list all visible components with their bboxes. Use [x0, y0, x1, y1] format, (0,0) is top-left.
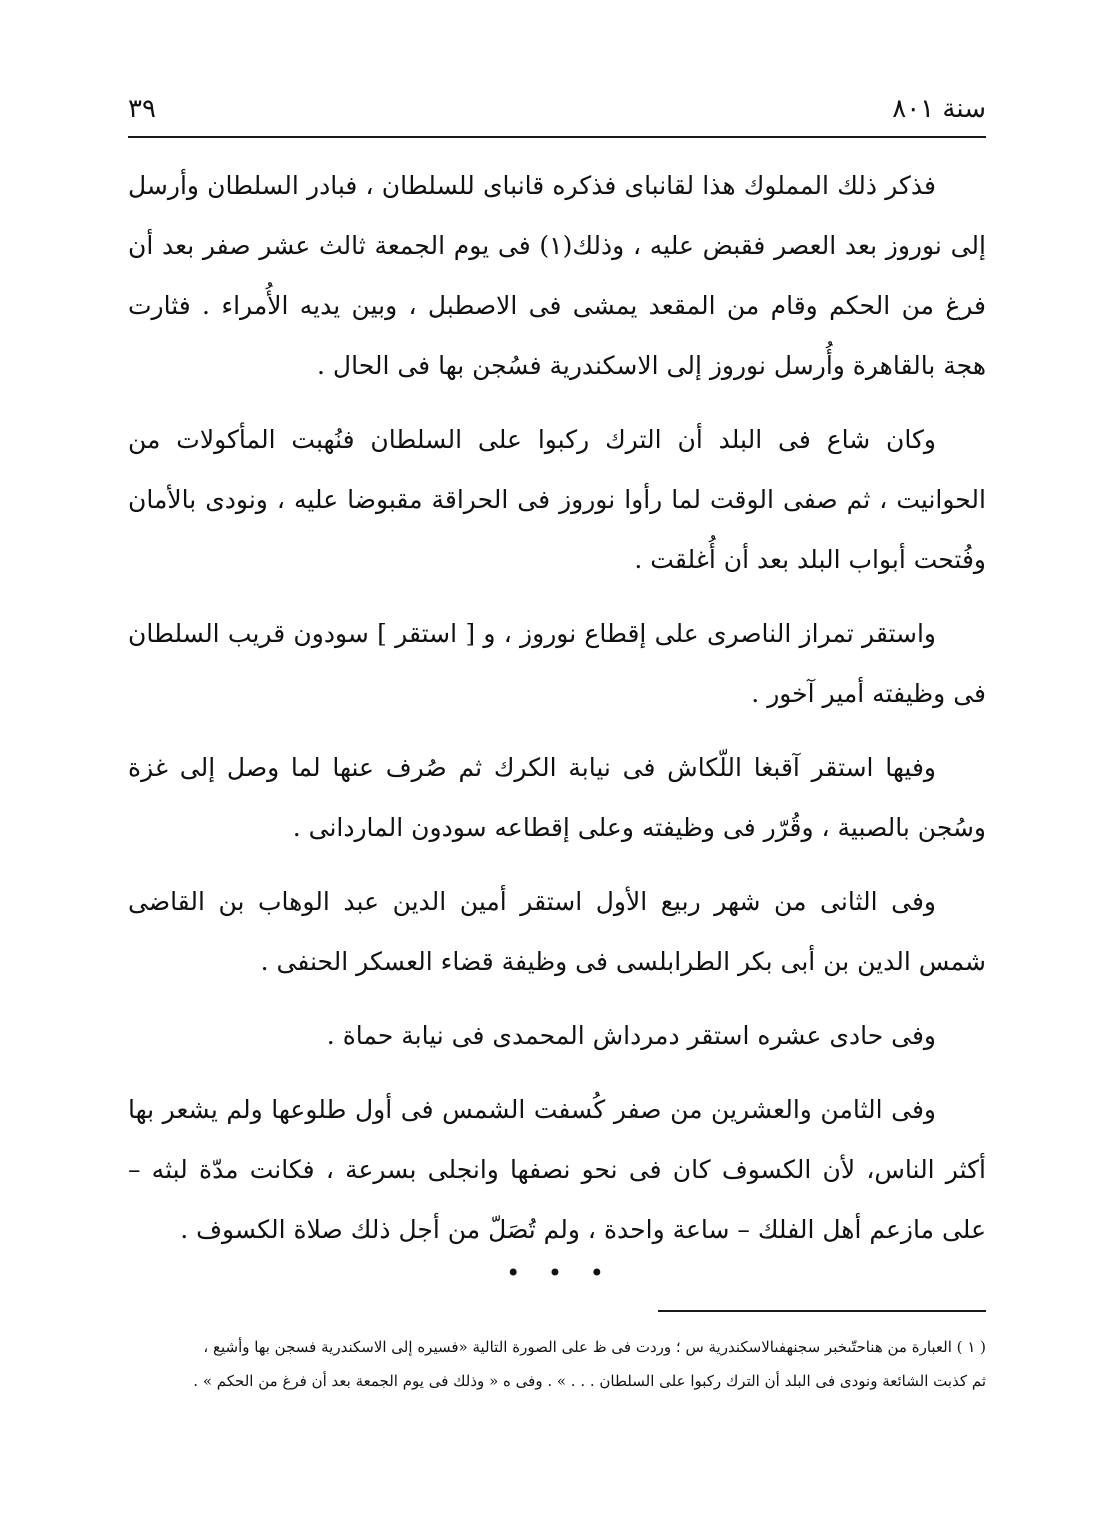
- footnote-line: ( ١ ) العبارة من هناحتّىخبر سجنهفىالاسكندرية س ؛ وردت فى ظ على الصورة التالية «فسيره إلى الاسكندرية فسجن بها وأشيع ،: [203, 1338, 986, 1356]
- paragraph: وفى حادى عشره استقر دمرداش المحمدى فى نيابة حماة .: [326, 1021, 936, 1050]
- footnotes: [128, 1330, 986, 1398]
- header-year: سنة ٨٠١: [892, 94, 986, 124]
- footnote-line: ثم كذبت الشائعة ونودى فى البلد أن الترك ركبوا على السلطان . . . » . وفى ه « وذلك فى يوم الجمعة بعد أن فرغ من الحكم » .: [193, 1372, 986, 1390]
- page-number: ٣٩: [128, 94, 156, 124]
- paragraph: وكان شاع فى البلد أن الترك ركبوا على السلطان فنُهبت المأكولات من الحوانيت ، ثم صفى الوقت لما رأوا نوروز فى الحراقة مقبوضا عليه ، ونودى بالأمان وفُتحت أبواب البلد بعد أن أُغلقت .: [128, 425, 986, 574]
- paragraph: واستقر تمراز الناصرى على إقطاع نوروز ، و [ استقر ] سودون قريب السلطان فى وظيفته أمير آخور .: [128, 619, 986, 708]
- header-rule: [128, 136, 986, 138]
- footnote-rule: [658, 1310, 986, 1312]
- paragraph: فذكر ذلك المملوك هذا لقانباى فذكره قانباى للسلطان ، فبادر السلطان وأرسل إلى نوروز بعد العصر فقبض عليه ، وذلك(١) فى يوم الجمعة ثالث عشر صفر بعد أن فرغ من الحكم وقام من المقعد يمشى فى الاصطبل ، وبين يديه الأُمراء . فثارت هجة بالقاهرة وأُرسل نوروز إلى الاسكندرية فسُجن بها فى الحال .: [128, 171, 986, 380]
- paragraph: وفيها استقر آقبغا اللّكاش فى نيابة الكرك ثم صُرف عنها لما وصل إلى غزة وسُجن بالصبية ، وقُرّر فى وظيفته وعلى إقطاعه سودون الماردانى .: [128, 753, 986, 842]
- paragraph: وفى الثامن والعشرين من صفر كُسفت الشمس فى أول طلوعها ولم يشعر بها أكثر الناس، لأن الكسوف كان فى نحو نصفها وانجلى بسرعة ، فكانت مدّة لبثه – على مازعم أهل الفلك – ساعة واحدة ، ولم تُصَلّ من أجل ذلك صلاة الكسوف .: [128, 1095, 986, 1244]
- main-text: [128, 156, 986, 1260]
- running-header: [128, 92, 986, 132]
- section-break-dots: • • •: [506, 1259, 614, 1287]
- paragraph: وفى الثانى من شهر ربيع الأول استقر أمين الدين عبد الوهاب بن القاضى شمس الدين بن أبى بكر الطرابلسى فى وظيفة قضاء العسكر الحنفى .: [128, 887, 986, 976]
